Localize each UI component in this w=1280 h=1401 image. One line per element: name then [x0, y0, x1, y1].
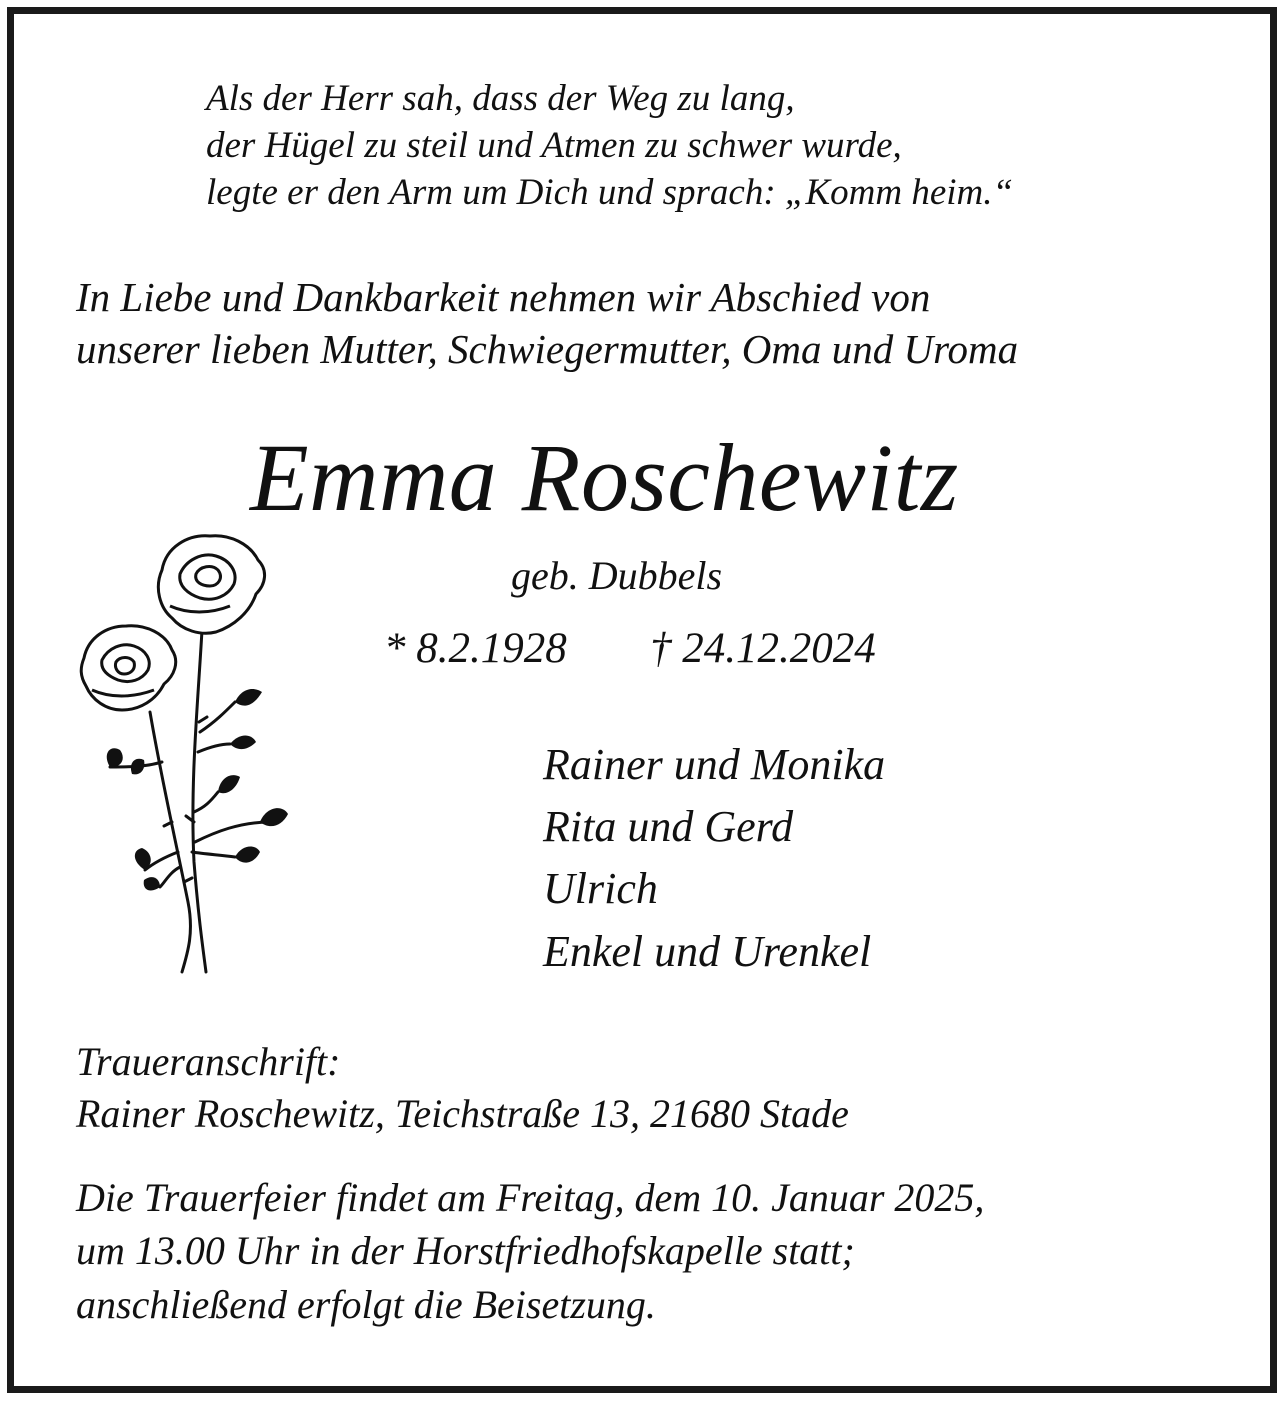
poem-line-1: Als der Herr sah, dass der Weg zu lang, — [206, 78, 795, 119]
intro-line-2: unserer lieben Mutter, Schwiegermutter, Oma und Uroma — [76, 326, 1019, 372]
family-member-3: Ulrich — [543, 864, 658, 913]
family-member-4: Enkel und Urenkel — [543, 927, 872, 976]
ceremony-line-2: um 13.00 Uhr in der Horstfriedhofskapelle statt; — [76, 1228, 855, 1273]
birth-date: * 8.2.1928 — [384, 625, 567, 672]
family-member-1: Rainer und Monika — [543, 740, 886, 789]
birth-name: geb. Dubbels — [511, 553, 723, 598]
rose-icon — [70, 522, 300, 977]
intro-line-1: In Liebe und Dankbarkeit nehmen wir Abschied von — [76, 274, 931, 320]
poem-line-2: der Hügel zu steil und Atmen zu schwer wurde, — [206, 125, 902, 166]
death-date: † 24.12.2024 — [650, 625, 876, 672]
poem-line-3: legte er den Arm um Dich und sprach: „Komm heim.“ — [206, 172, 1014, 213]
deceased-name: Emma Roschewitz — [250, 424, 959, 531]
ceremony-line-3: anschließend erfolgt die Beisetzung. — [76, 1282, 656, 1327]
family-member-2: Rita und Gerd — [543, 802, 794, 851]
address-label: Traueranschrift: — [76, 1039, 341, 1084]
ceremony-line-1: Die Trauerfeier findet am Freitag, dem 10. Januar 2025, — [76, 1175, 985, 1220]
address-line: Rainer Roschewitz, Teichstraße 13, 21680 Stade — [76, 1091, 849, 1136]
